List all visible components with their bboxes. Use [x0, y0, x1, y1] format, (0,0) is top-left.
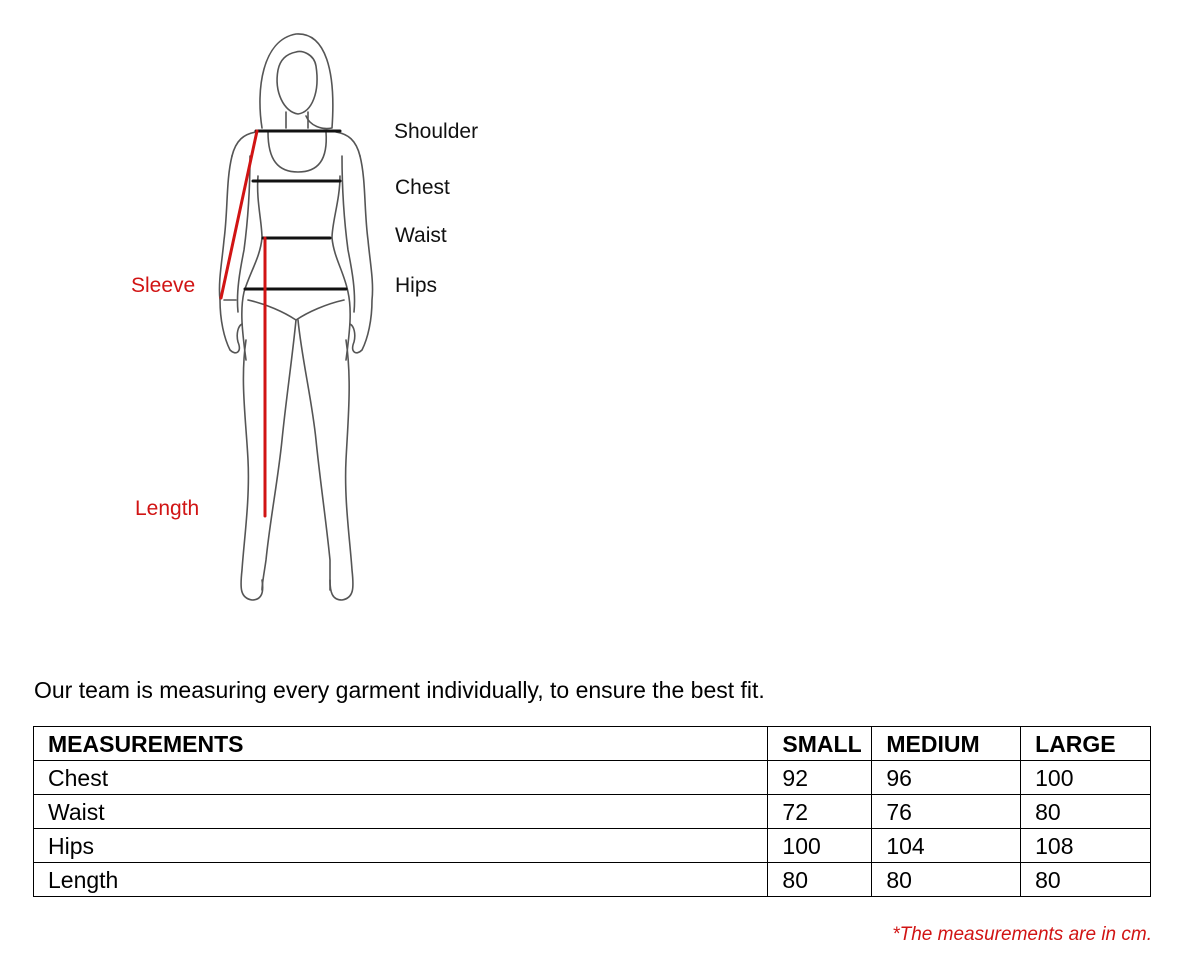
cell-large: 80: [1021, 795, 1151, 829]
body-outline-illustration: [0, 0, 600, 640]
cell-medium: 76: [872, 795, 1021, 829]
header-large: LARGE: [1021, 727, 1151, 761]
torso-left: [242, 176, 262, 360]
row-label: Length: [34, 863, 768, 897]
cell-small: 72: [768, 795, 872, 829]
row-label: Waist: [34, 795, 768, 829]
left-leg-inner: [262, 320, 296, 590]
hips-label: Hips: [395, 274, 438, 297]
right-arm: [350, 156, 373, 353]
cell-large: 80: [1021, 863, 1151, 897]
size-chart-table: [33, 726, 1151, 897]
cell-medium: 104: [872, 829, 1021, 863]
face-outline: [277, 52, 317, 114]
header-medium: MEDIUM: [872, 727, 1021, 761]
cell-small: 100: [768, 829, 872, 863]
cell-medium: 80: [872, 863, 1021, 897]
cell-small: 92: [768, 761, 872, 795]
waist-label: Waist: [395, 224, 447, 247]
right-leg-inner: [298, 320, 330, 590]
table-header-row: [34, 727, 1151, 761]
cell-small: 80: [768, 863, 872, 897]
briefs-outline: [248, 300, 344, 320]
row-label: Hips: [34, 829, 768, 863]
torso-right: [332, 176, 350, 360]
units-note: *The measurements are in cm.: [892, 924, 1152, 945]
header-measurements: MEASUREMENTS: [34, 727, 768, 761]
cell-large: 108: [1021, 829, 1151, 863]
bra-outline: [268, 132, 326, 172]
row-label: Chest: [34, 761, 768, 795]
table-row: [34, 829, 1151, 863]
header-small: SMALL: [768, 727, 872, 761]
intro-text: Our team is measuring every garment individually, to ensure the best fit.: [34, 677, 765, 703]
length-label: Length: [135, 497, 200, 520]
left-leg-outer: [241, 340, 263, 600]
cell-large: 100: [1021, 761, 1151, 795]
cell-medium: 96: [872, 761, 1021, 795]
right-leg-outer: [330, 340, 353, 600]
table-row: [34, 795, 1151, 829]
table-row: [34, 863, 1151, 897]
table-row: [34, 761, 1151, 795]
shoulder-label: Shoulder: [394, 120, 479, 143]
chest-label: Chest: [395, 176, 450, 199]
sleeve-label: Sleeve: [131, 274, 196, 297]
body-measurement-figure: [0, 0, 600, 640]
